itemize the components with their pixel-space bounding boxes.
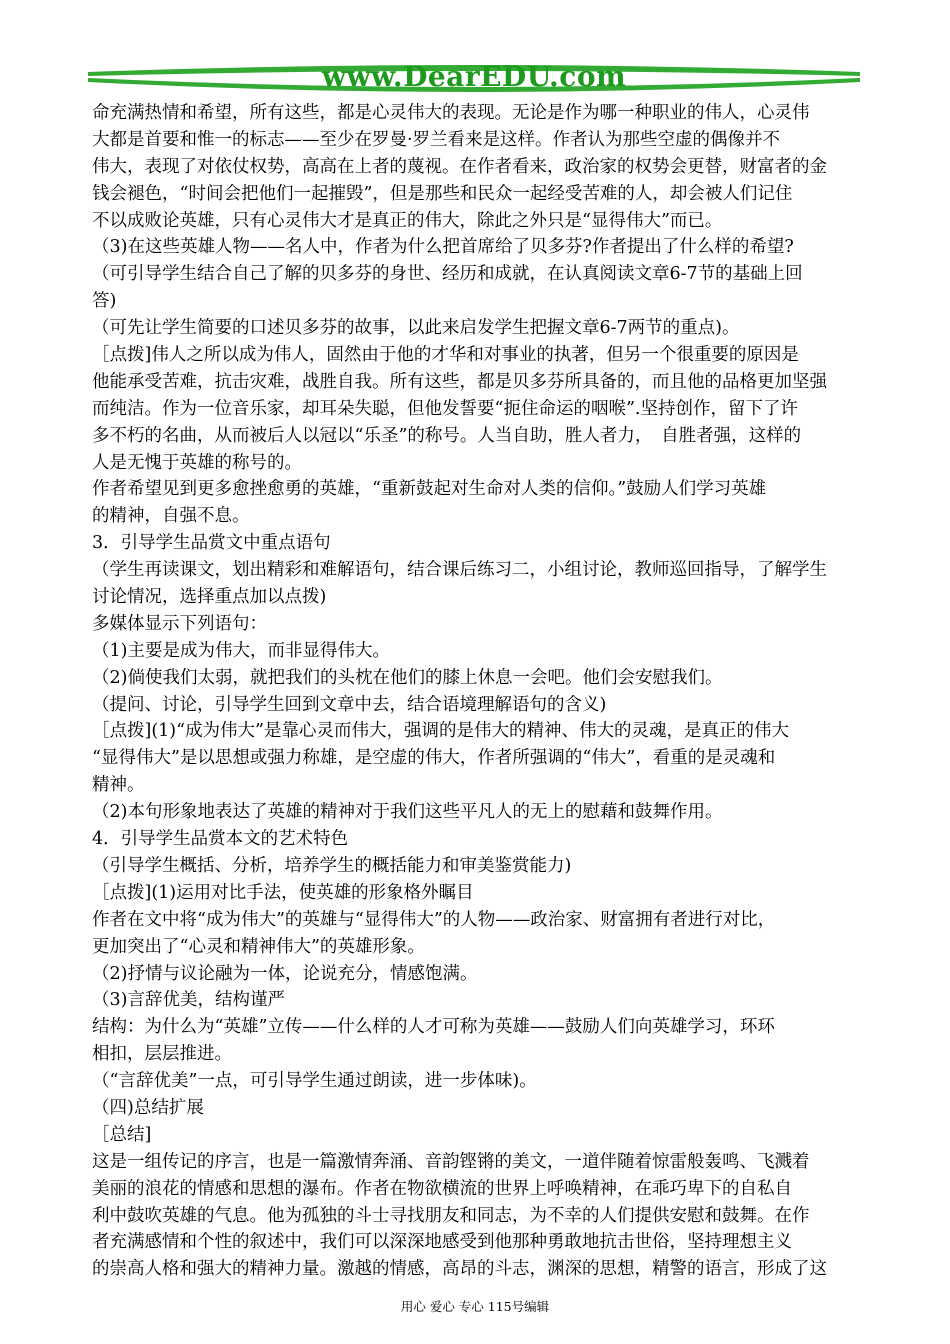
text-line: 伟大，表现了对依仗权势，高高在上者的蔑视。在作者看来，政治家的权势会更替，财富者的金 — [92, 156, 827, 177]
text-line: ［点拨]伟人之所以成为伟人，固然由于他的才华和对事业的执著，但另一个很重要的原因是 — [92, 345, 799, 366]
page-footer: 用心 爱心 专心 115号编辑 — [400, 1299, 550, 1314]
text-line: （学生再读课文，划出精彩和难解语句，结合课后练习二，小组讨论，教师巡回指导，了解学生 — [92, 560, 827, 581]
text-line: 讨论情况，选择重点加以点拨) — [92, 587, 327, 608]
text-line: 美丽的浪花的情感和思想的瀑布。作者在物欲横流的世界上呼唤精神，在乖巧卑下的自私自 — [92, 1178, 792, 1199]
text-line: “显得伟大”是以思想或强力称雄，是空虚的伟大，作者所强调的“伟大”，看重的是灵魂和 — [92, 748, 776, 769]
text-line: 3．引导学生品赏文中重点语句 — [92, 533, 331, 554]
text-line: （引导学生概括、分析，培养学生的概括能力和审美鉴赏能力) — [92, 855, 572, 876]
text-line: 人是无愧于英雄的称号的。 — [92, 452, 302, 473]
text-line: （“言辞优美”一点，可引导学生通过朗读，进一步体味)。 — [92, 1071, 537, 1092]
text-line: （3)言辞优美，结构谨严 — [92, 990, 285, 1011]
text-line: （2)抒情与议论融为一体，论说充分，情感饱满。 — [92, 963, 478, 984]
text-line: 更加突出了“心灵和精神伟大”的英雄形象。 — [92, 936, 425, 957]
site-header — [88, 52, 860, 100]
text-line: （1)主要是成为伟大，而非显得伟大。 — [92, 640, 390, 661]
text-line: 多媒体显示下列语句： — [92, 613, 267, 634]
text-line: 他能承受苦难，抗击灾难，战胜自我。所有这些，都是贝多芬所具备的，而且他的品格更加坚强 — [92, 371, 827, 392]
text-line: 相扣，层层推进。 — [92, 1044, 232, 1065]
site-logo[interactable]: www.DearEDU.com — [321, 60, 627, 93]
text-line: （提问、讨论，引导学生回到文章中去，结合语境理解语句的含义) — [92, 694, 607, 715]
text-line: 作者在文中将“成为伟大”的英雄与“显得伟大”的人物——政治家、财富拥有者进行对比， — [92, 909, 776, 930]
text-line: 利中鼓吹英雄的气息。他为孤独的斗士寻找朋友和同志，为不幸的人们提供安慰和鼓舞。在作 — [92, 1205, 810, 1226]
text-line: 精神。 — [92, 775, 145, 796]
text-line: 4．引导学生品赏本文的艺术特色 — [92, 829, 349, 850]
text-line: 答) — [92, 291, 117, 312]
text-line: （四)总结扩展 — [92, 1097, 204, 1118]
text-line: （可先让学生简要的口述贝多芬的故事，以此来启发学生把握文章6-7两节的重点)。 — [92, 318, 740, 339]
text-line: 结构：为什么为“英雄”立传——什么样的人才可称为英雄——鼓励人们向英雄学习，环环 — [92, 1017, 775, 1038]
text-line: 的崇高人格和强大的精神力量。激越的情感，高昂的斗志，渊深的思想，精警的语言，形成了这 — [92, 1259, 827, 1280]
text-line: 不以成败论英雄，只有心灵伟大才是真正的伟大，除此之外只是“显得伟大”而已。 — [92, 210, 723, 231]
text-line: 钱会褪色，“时间会把他们一起摧毁”，但是那些和民众一起经受苦难的人，却会被人们记住 — [92, 183, 793, 204]
text-line: （2)本句形象地表达了英雄的精神对于我们这些平凡人的无上的慰藉和鼓舞作用。 — [92, 802, 723, 823]
text-line: 而纯洁。作为一位音乐家，却耳朵失聪，但他发誓要“扼住命运的咽喉”.坚持创作，留下了许 — [92, 398, 798, 419]
text-line: 者充满感情和个性的叙述中，我们可以深深地感受到他那种勇敢地抗击世俗，坚持理想主义 — [92, 1232, 792, 1253]
text-line: ［总结] — [92, 1124, 152, 1145]
text-line: ［点拨](1)运用对比手法，使英雄的形象格外瞩目 — [92, 882, 474, 903]
text-line: ［点拨](1)“成为伟大”是靠心灵而伟大，强调的是伟大的精神、伟大的灵魂，是真正的伟大 — [92, 721, 790, 742]
text-line: 大都是首要和惟一的标志——至少在罗曼·罗兰看来是这样。作者认为那些空虚的偶像并不 — [92, 129, 781, 150]
text-line: 命充满热情和希望，所有这些，都是心灵伟大的表现。无论是作为哪一种职业的伟人，心灵伟 — [92, 103, 810, 123]
text-line: （2)倘使我们太弱，就把我们的头枕在他们的膝上休息一会吧。他们会安慰我们。 — [92, 667, 723, 688]
text-line: 作者希望见到更多愈挫愈勇的英雄，“重新鼓起对生命对人类的信仰。”鼓励人们学习英雄 — [92, 479, 767, 500]
text-line: 的精神，自强不息。 — [92, 506, 250, 527]
text-line: 多不朽的名曲，从而被后人以冠以“乐圣”的称号。人当自助，胜人者力， 自胜者强，这样的 — [92, 425, 802, 446]
text-line: （3)在这些英雄人物——名人中，作者为什么把首席给了贝多芬?作者提出了什么样的希望? — [92, 237, 794, 258]
text-line: 这是一组传记的序言，也是一篇激情奔涌、音韵铿锵的美文，一道伴随着惊雷般轰鸣、飞溅着 — [92, 1151, 810, 1172]
text-line: （可引导学生结合自己了解的贝多芬的身世、经历和成就，在认真阅读文章6-7节的基础上回 — [92, 264, 803, 285]
document-body — [92, 100, 868, 1283]
